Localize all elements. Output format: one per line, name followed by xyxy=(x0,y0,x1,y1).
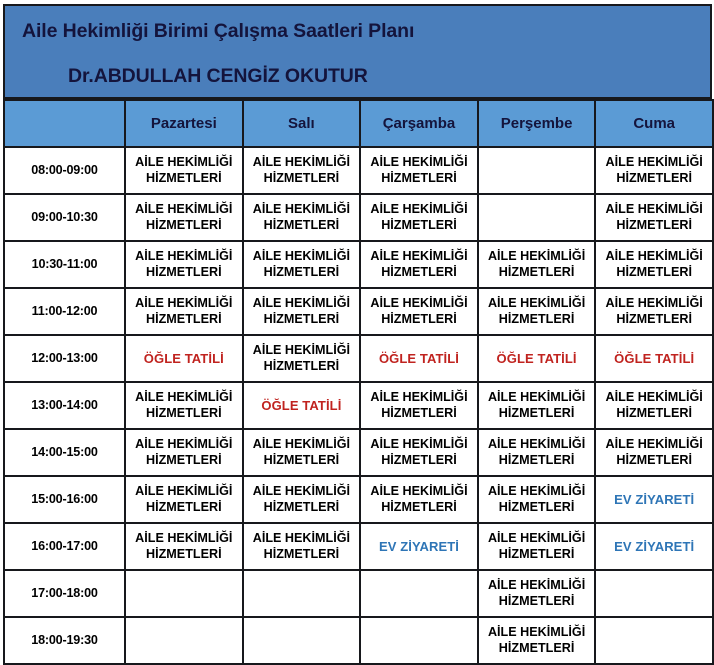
schedule-cell-text: AİLE HEKİMLİĞİ HİZMETLERİ xyxy=(605,249,703,279)
schedule-cell[interactable] xyxy=(125,241,243,288)
schedule-cell[interactable] xyxy=(360,194,478,241)
schedule-cell[interactable] xyxy=(478,570,596,617)
time-slot-label: 09:00-10:30 xyxy=(4,194,125,241)
table-row xyxy=(4,429,713,476)
schedule-cell[interactable] xyxy=(125,476,243,523)
schedule-cell[interactable] xyxy=(360,429,478,476)
schedule-cell-text: AİLE HEKİMLİĞİ HİZMETLERİ xyxy=(605,296,703,326)
schedule-cell-text: AİLE HEKİMLİĞİ HİZMETLERİ xyxy=(252,531,351,561)
schedule-cell-text: ÖĞLE TATİLİ xyxy=(378,350,460,366)
schedule-cell[interactable] xyxy=(595,288,713,335)
table-row xyxy=(4,570,713,617)
schedule-cell[interactable] xyxy=(478,241,596,288)
schedule-cell[interactable] xyxy=(360,382,478,429)
schedule-cell-text: AİLE HEKİMLİĞİ HİZMETLERİ xyxy=(252,155,351,185)
schedule-cell-text: AİLE HEKİMLİĞİ HİZMETLERİ xyxy=(135,202,233,232)
table-row xyxy=(4,617,713,664)
schedule-cell-text: AİLE HEKİMLİĞİ HİZMETLERİ xyxy=(135,390,233,420)
time-slot-label: 16:00-17:00 xyxy=(4,523,125,570)
schedule-cell-text: AİLE HEKİMLİĞİ HİZMETLERİ xyxy=(487,578,586,608)
schedule-cell[interactable] xyxy=(243,429,361,476)
schedule-cell[interactable] xyxy=(243,147,361,194)
table-row xyxy=(4,335,713,382)
time-slot-label: 12:00-13:00 xyxy=(4,335,125,382)
schedule-cell-text: AİLE HEKİMLİĞİ HİZMETLERİ xyxy=(605,437,703,467)
schedule-cell-text: AİLE HEKİMLİĞİ HİZMETLERİ xyxy=(605,390,703,420)
schedule-cell-text: AİLE HEKİMLİĞİ HİZMETLERİ xyxy=(252,202,351,232)
schedule-cell-text: AİLE HEKİMLİĞİ HİZMETLERİ xyxy=(135,296,233,326)
schedule-cell-text: AİLE HEKİMLİĞİ HİZMETLERİ xyxy=(135,531,233,561)
schedule-cell[interactable] xyxy=(243,382,361,429)
weekly-schedule-table xyxy=(3,99,714,665)
schedule-cell[interactable] xyxy=(595,335,713,382)
schedule-cell-text: AİLE HEKİMLİĞİ HİZMETLERİ xyxy=(605,202,703,232)
schedule-cell-text: ÖĞLE TATİLİ xyxy=(614,350,695,366)
column-header-carsamba: Çarşamba xyxy=(360,100,478,147)
column-header-persembe: Perşembe xyxy=(478,100,596,147)
schedule-cell-text: AİLE HEKİMLİĞİ HİZMETLERİ xyxy=(252,249,351,279)
schedule-cell[interactable] xyxy=(595,382,713,429)
time-slot-label: 18:00-19:30 xyxy=(4,617,125,664)
schedule-cell[interactable] xyxy=(478,617,596,664)
schedule-cell[interactable] xyxy=(125,288,243,335)
schedule-cell[interactable] xyxy=(360,147,478,194)
doctor-name: Dr.ABDULLAH CENGİZ OKUTUR xyxy=(68,65,368,87)
table-row xyxy=(4,476,713,523)
table-row xyxy=(4,523,713,570)
schedule-cell[interactable] xyxy=(125,429,243,476)
table-row xyxy=(4,382,713,429)
header-corner-cell xyxy=(4,100,125,147)
schedule-cell[interactable] xyxy=(360,288,478,335)
schedule-cell-text: ÖĞLE TATİLİ xyxy=(261,397,342,413)
schedule-cell-text: AİLE HEKİMLİĞİ HİZMETLERİ xyxy=(487,249,586,279)
schedule-cell[interactable] xyxy=(478,335,596,382)
schedule-cell-text: AİLE HEKİMLİĞİ HİZMETLERİ xyxy=(135,484,233,514)
schedule-cell-text: AİLE HEKİMLİĞİ HİZMETLERİ xyxy=(370,296,468,326)
schedule-cell-text: AİLE HEKİMLİĞİ HİZMETLERİ xyxy=(605,155,703,185)
schedule-cell[interactable] xyxy=(595,241,713,288)
schedule-cell[interactable] xyxy=(125,617,243,664)
schedule-cell[interactable] xyxy=(360,523,478,570)
schedule-cell-text: AİLE HEKİMLİĞİ HİZMETLERİ xyxy=(135,155,233,185)
schedule-cell[interactable] xyxy=(243,476,361,523)
schedule-cell[interactable] xyxy=(478,382,596,429)
schedule-cell[interactable] xyxy=(478,476,596,523)
schedule-cell[interactable] xyxy=(360,476,478,523)
schedule-cell[interactable] xyxy=(478,429,596,476)
schedule-cell[interactable] xyxy=(478,194,596,241)
column-header-cuma: Cuma xyxy=(595,100,713,147)
schedule-cell[interactable] xyxy=(243,570,361,617)
schedule-cell[interactable] xyxy=(125,570,243,617)
schedule-cell-text: AİLE HEKİMLİĞİ HİZMETLERİ xyxy=(370,202,468,232)
schedule-cell-text: AİLE HEKİMLİĞİ HİZMETLERİ xyxy=(370,249,468,279)
schedule-cell[interactable] xyxy=(243,288,361,335)
schedule-cell[interactable] xyxy=(243,523,361,570)
schedule-cell-text: ÖĞLE TATİLİ xyxy=(496,350,577,366)
schedule-cell-text: AİLE HEKİMLİĞİ HİZMETLERİ xyxy=(252,437,351,467)
schedule-cell[interactable] xyxy=(478,147,596,194)
schedule-cell[interactable] xyxy=(360,241,478,288)
schedule-cell-text: AİLE HEKİMLİĞİ HİZMETLERİ xyxy=(487,625,586,655)
table-row xyxy=(4,241,713,288)
schedule-cell[interactable] xyxy=(595,147,713,194)
schedule-cell-text: AİLE HEKİMLİĞİ HİZMETLERİ xyxy=(370,484,468,514)
schedule-cell[interactable] xyxy=(243,335,361,382)
schedule-cell-text: AİLE HEKİMLİĞİ HİZMETLERİ xyxy=(370,155,468,185)
header-row xyxy=(4,100,713,147)
schedule-cell-text: AİLE HEKİMLİĞİ HİZMETLERİ xyxy=(252,296,351,326)
time-slot-label: 15:00-16:00 xyxy=(4,476,125,523)
schedule-cell[interactable] xyxy=(595,194,713,241)
schedule-cell[interactable] xyxy=(595,570,713,617)
title-banner xyxy=(3,4,712,99)
schedule-cell-text: EV ZİYARETİ xyxy=(614,491,695,507)
table-row xyxy=(4,288,713,335)
schedule-cell[interactable] xyxy=(125,335,243,382)
schedule-cell[interactable] xyxy=(360,617,478,664)
schedule-cell-text: AİLE HEKİMLİĞİ HİZMETLERİ xyxy=(487,296,586,326)
schedule-cell-text: AİLE HEKİMLİĞİ HİZMETLERİ xyxy=(370,390,468,420)
time-slot-label: 11:00-12:00 xyxy=(4,288,125,335)
time-slot-label: 17:00-18:00 xyxy=(4,570,125,617)
schedule-cell-text: AİLE HEKİMLİĞİ HİZMETLERİ xyxy=(252,484,351,514)
schedule-cell-text: AİLE HEKİMLİĞİ HİZMETLERİ xyxy=(252,343,351,373)
schedule-cell[interactable] xyxy=(595,429,713,476)
schedule-cell-text: EV ZİYARETİ xyxy=(614,538,695,554)
time-slot-label: 13:00-14:00 xyxy=(4,382,125,429)
schedule-cell[interactable] xyxy=(125,147,243,194)
schedule-cell[interactable] xyxy=(360,335,478,382)
schedule-cell-text: AİLE HEKİMLİĞİ HİZMETLERİ xyxy=(487,531,586,561)
column-header-pazartesi: Pazartesi xyxy=(125,100,243,147)
schedule-cell-text: AİLE HEKİMLİĞİ HİZMETLERİ xyxy=(370,437,468,467)
schedule-cell[interactable] xyxy=(595,523,713,570)
schedule-cell-text: AİLE HEKİMLİĞİ HİZMETLERİ xyxy=(487,390,586,420)
page-title: Aile Hekimliği Birimi Çalışma Saatleri Planı xyxy=(22,20,415,42)
schedule-cell[interactable] xyxy=(125,194,243,241)
schedule-cell[interactable] xyxy=(595,476,713,523)
schedule-cell[interactable] xyxy=(243,241,361,288)
schedule-cell[interactable] xyxy=(243,617,361,664)
schedule-cell-text: EV ZİYARETİ xyxy=(378,538,460,554)
table-row xyxy=(4,147,713,194)
schedule-cell[interactable] xyxy=(125,382,243,429)
table-row xyxy=(4,194,713,241)
schedule-cell[interactable] xyxy=(243,194,361,241)
table-header xyxy=(4,100,713,147)
time-slot-label: 10:30-11:00 xyxy=(4,241,125,288)
schedule-cell[interactable] xyxy=(478,523,596,570)
schedule-cell-text: AİLE HEKİMLİĞİ HİZMETLERİ xyxy=(487,437,586,467)
schedule-cell[interactable] xyxy=(125,523,243,570)
schedule-cell[interactable] xyxy=(478,288,596,335)
schedule-cell[interactable] xyxy=(360,570,478,617)
schedule-cell[interactable] xyxy=(595,617,713,664)
time-slot-label: 08:00-09:00 xyxy=(4,147,125,194)
schedule-cell-text: ÖĞLE TATİLİ xyxy=(143,350,224,366)
schedule-cell-text: AİLE HEKİMLİĞİ HİZMETLERİ xyxy=(135,437,233,467)
time-slot-label: 14:00-15:00 xyxy=(4,429,125,476)
schedule-cell-text: AİLE HEKİMLİĞİ HİZMETLERİ xyxy=(135,249,233,279)
table-body xyxy=(4,147,713,664)
schedule-cell-text: AİLE HEKİMLİĞİ HİZMETLERİ xyxy=(487,484,586,514)
column-header-sali: Salı xyxy=(243,100,361,147)
